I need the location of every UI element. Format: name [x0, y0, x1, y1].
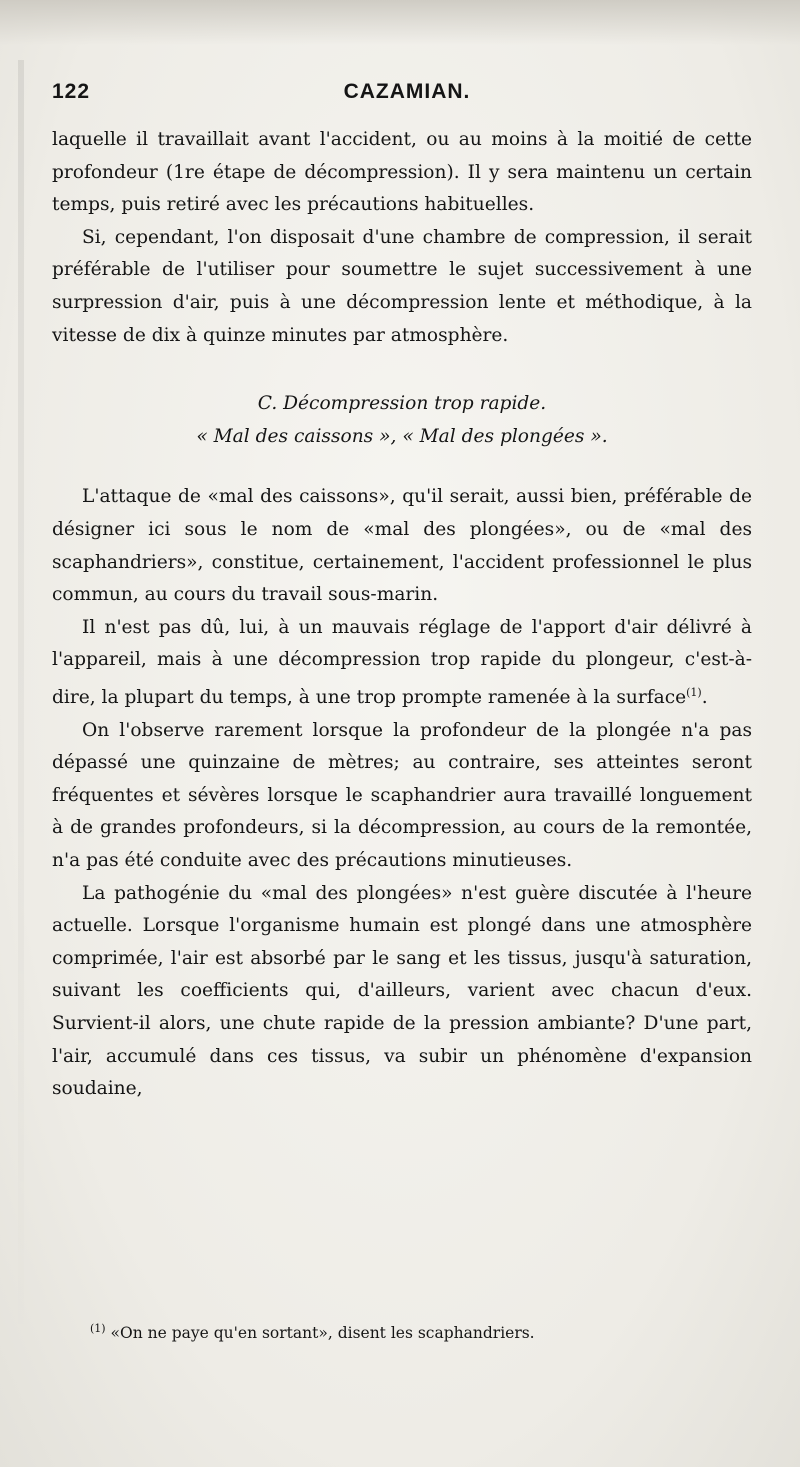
- paragraph-pathogenesis: La pathogénie du «mal des plongées» n'est guère discutée à l'heure actuelle. Lorsque l'organisme humain est plongé dans une atmosphère comprimée, l'air est absorbé par le sang et les tissus, jusqu'à saturation, suivant les coefficients qui, d'ailleurs, varient avec chacun d'eux. Survient-il alors, une chute rapide de la pression ambiante? D'une part, l'air, accumulé dans ces tissus, va subir un phénomène d'expansion soudaine,: [52, 882, 752, 1100]
- paragraph-mal-des-caissons: L'attaque de «mal des caissons», qu'il serait, aussi bien, préférable de désigner ici sous le nom de «mal des plongées», ou de «mal des scaphandriers», constitue, certainement, l'accident professionnel le plus commun, au cours du travail sous-marin.: [52, 486, 752, 606]
- paragraph-text: Il n'est pas dû, lui, à un mauvais réglage de l'apport d'air délivré à l'appareil, mais à une décompression trop rapide du plongeur, c'est-à-dire, la plupart du temps, à une trop prompte ramenée à la surface: [52, 616, 752, 709]
- gutter-shadow: [18, 60, 24, 1360]
- section-subheading: « Mal des caissons », « Mal des plongées ».: [196, 425, 608, 447]
- footnote-mark: (1): [90, 1322, 106, 1335]
- page-number: 122: [52, 80, 91, 103]
- scan-shadow: [0, 0, 800, 45]
- footnote-reference: (1): [686, 685, 702, 699]
- paragraph-compression-chamber: Si, cependant, l'on disposait d'une chambre de compression, il serait préférable de l'utiliser pour soumettre le sujet successivement à une surpression d'air, puis à une décompression lente et méthodique, à la vitesse de dix à quinze minutes par atmosphère.: [52, 226, 752, 346]
- section-heading: C. Décompression trop rapide.: [257, 393, 547, 415]
- footnote: [90, 1318, 750, 1344]
- running-title: CAZAMIAN.: [343, 80, 471, 103]
- paragraph-observation: On l'observe rarement lorsque la profondeur de la plongée n'a pas dépassé une quinzaine de mètres; au contraire, ses atteintes seront fréquentes et sévères lorsque le scaphandrier aura travaillé longuement à de grandes profondeurs, si la décompression, au cours de la remontée, n'a pas été conduite avec des précautions minutieuses.: [52, 719, 752, 872]
- paragraph-continued: laquelle il travaillait avant l'accident, ou au moins à la moitié de cette profondeur (1re étape de décompression). Il y sera maintenu un certain temps, puis retiré avec les précautions habituelles.: [52, 129, 752, 216]
- paragraph-decompression-cause: [52, 612, 752, 715]
- footnote-text: «On ne paye qu'en sortant», disent les scaphandriers.: [110, 1324, 535, 1343]
- paragraph-end: .: [701, 687, 708, 709]
- running-head: [52, 80, 762, 114]
- body-text: [52, 124, 752, 1106]
